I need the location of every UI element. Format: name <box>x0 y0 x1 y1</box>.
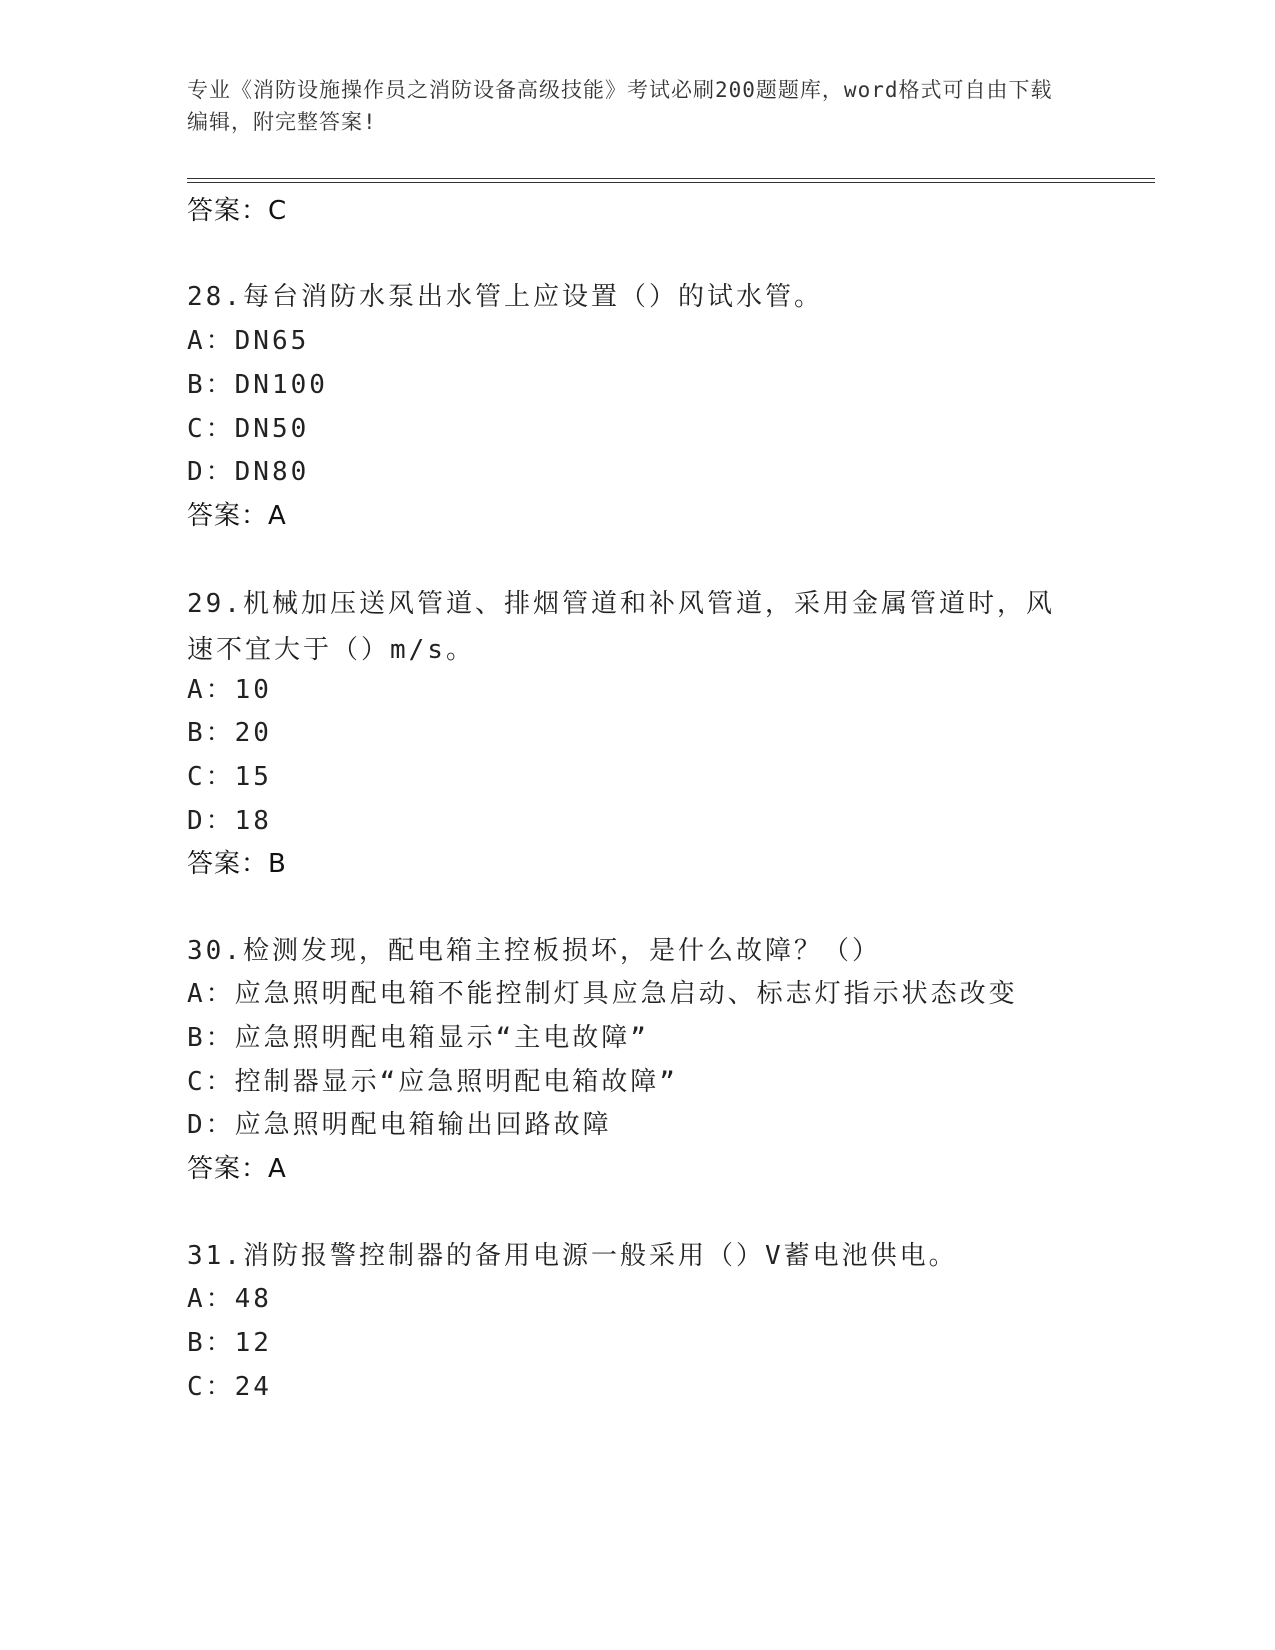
question-29-option-d: D：18 <box>187 806 272 836</box>
question-30-stem: 30.检测发现，配电箱主控板损坏，是什么故障？（） <box>187 936 881 966</box>
question-30-option-b: B：应急照明配电箱显示“主电故障” <box>187 1023 649 1053</box>
question-31-stem: 31.消防报警控制器的备用电源一般采用（）V蓄电池供电。 <box>187 1241 958 1271</box>
question-31-option-b: B：12 <box>187 1328 272 1358</box>
question-30-answer: 答案：A <box>187 1154 287 1184</box>
question-29-answer: 答案：B <box>187 849 287 879</box>
question-28-option-d: D：DN80 <box>187 457 310 487</box>
question-30-option-c: C：控制器显示“应急照明配电箱故障” <box>187 1067 678 1097</box>
header-divider-top <box>187 178 1155 179</box>
question-29-stem: 29.机械加压送风管道、排烟管道和补风管道，采用金属管道时，风速不宜大于（）m/s。 <box>187 589 1055 665</box>
document-header: 专业《消防设施操作员之消防设备高级技能》考试必刷200题题库，word格式可自由下载编辑，附完整答案! <box>187 78 1053 134</box>
question-28-stem: 28.每台消防水泵出水管上应设置（）的试水管。 <box>187 282 823 312</box>
question-28-option-b: B：DN100 <box>187 370 328 400</box>
answer-previous: 答案：C <box>187 196 288 226</box>
question-31-option-a: A：48 <box>187 1284 272 1314</box>
question-28-option-c: C：DN50 <box>187 414 310 444</box>
question-30-option-d: D：应急照明配电箱输出回路故障 <box>187 1110 612 1140</box>
question-31-option-c: C：24 <box>187 1372 272 1402</box>
question-29-option-c: C：15 <box>187 762 272 792</box>
question-30-option-a: A：应急照明配电箱不能控制灯具应急启动、标志灯指示状态改变 <box>187 979 1018 1009</box>
question-28-option-a: A：DN65 <box>187 326 310 356</box>
question-28-answer: 答案：A <box>187 501 287 531</box>
question-29-option-a: A：10 <box>187 675 272 705</box>
question-29-option-b: B：20 <box>187 718 272 748</box>
header-divider-bottom <box>187 182 1155 183</box>
